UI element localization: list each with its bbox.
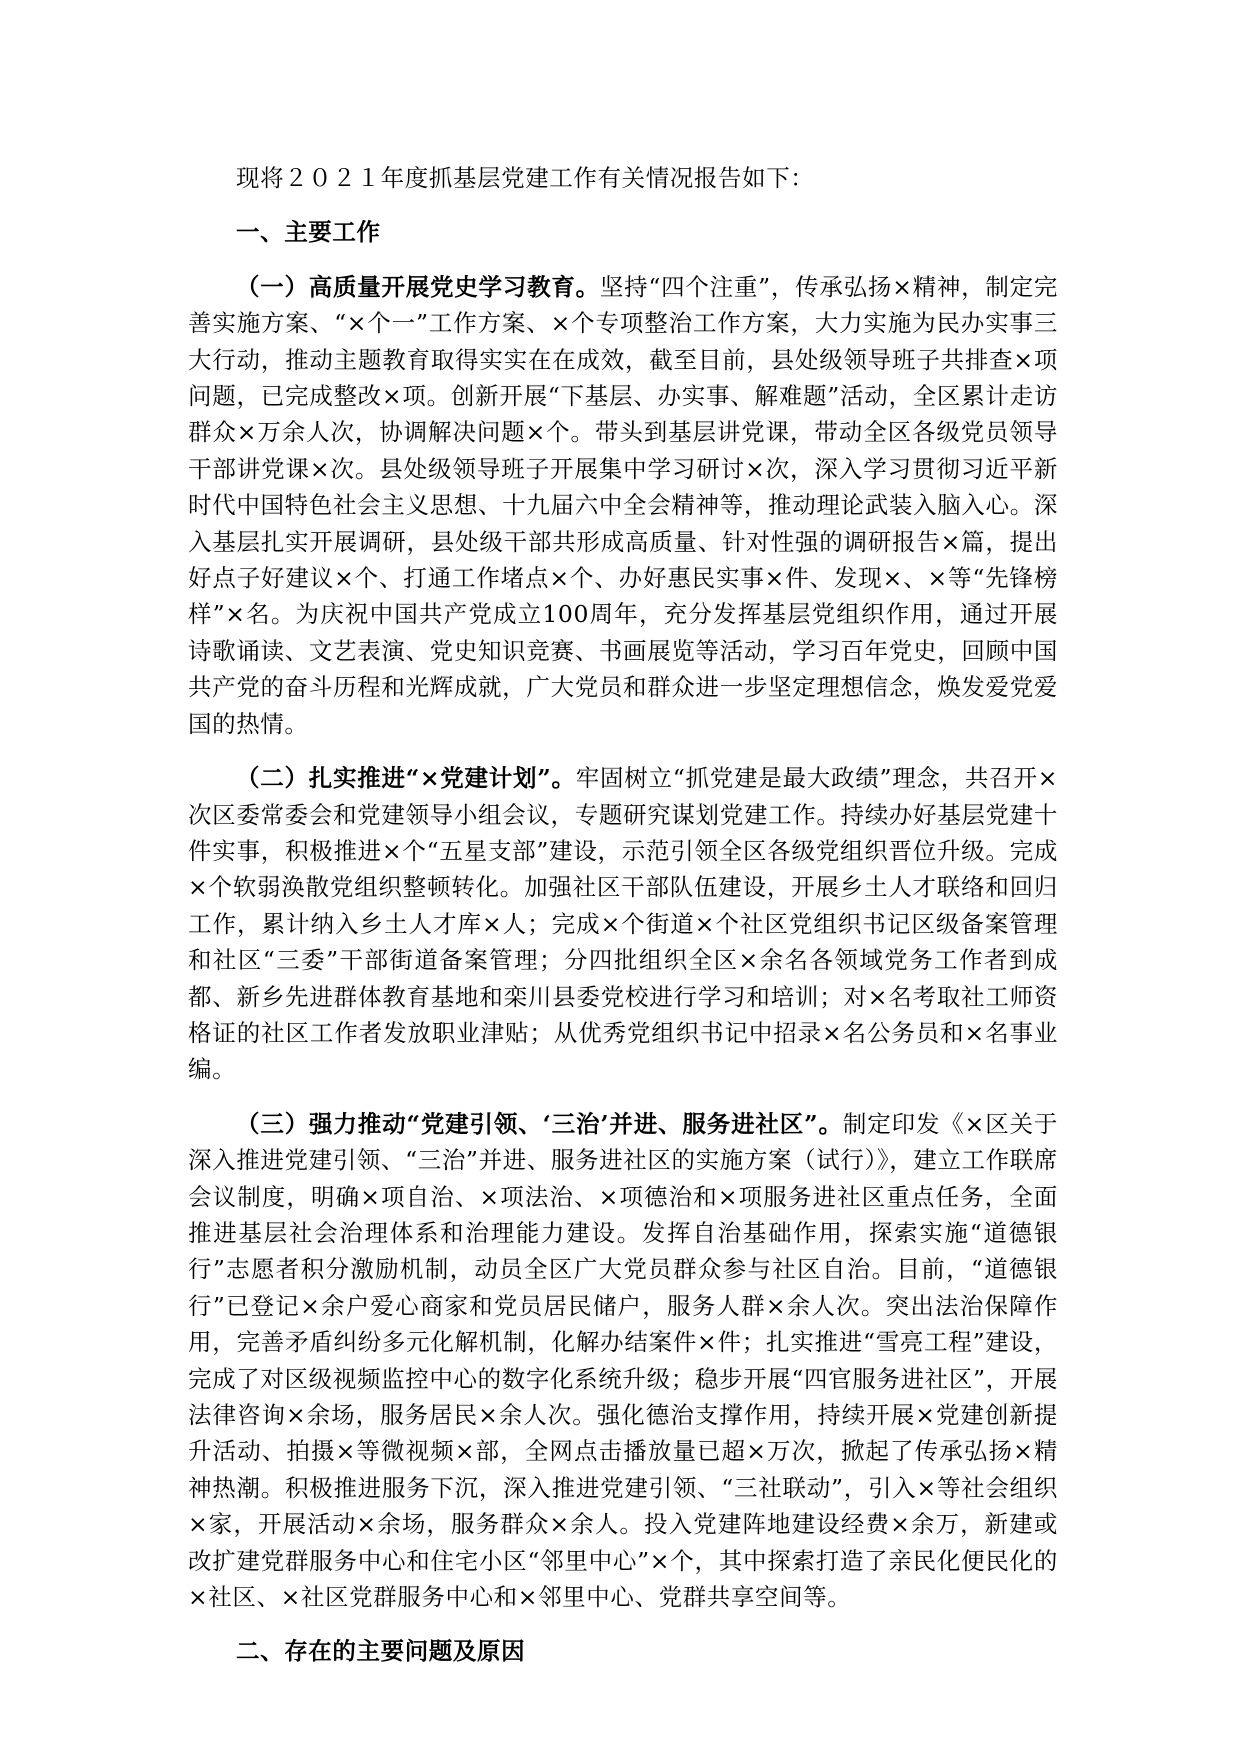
item-paragraph-party-plan bbox=[188, 760, 1058, 1088]
section-heading-problems: 二、存在的主要问题及原因 bbox=[236, 1637, 526, 1666]
item-body-party-history: 坚持“四个注重”，传承弘扬×精神，制定完善实施方案、“×个一”工作方案、×个专项整治工作方案，大力实施为民办实事三大行动，推动主题教育取得实实在在成效，截至目前，县处级领导班子共排查×项问题，已完成整改×项。创新开展“下基层、办实事、解难题”活动，全区累计走访群众×万余人次，协调解决问题×个。带头到基层讲党课，带动全区各级党员领导干部讲党课×次。县处级领导班子开展集中学习研讨×次，深入学习贯彻习近平新时代中国特色社会主义思想、十九届六中全会精神等，推动理论武装入脑入心。深入基层扎实开展调研，县处级干部共形成高质量、针对性强的调研报告×篇，提出好点子好建议×个、打通工作堵点×个、办好惠民实事×件、发现×、×等“先锋榜样”×名。为庆祝中国共产党成立100周年，充分发挥基层党组织作用，通过开展诗歌诵读、文艺表演、党史知识竞赛、书画展览等活动，学习百年党史，回顾中国共产党的奋斗历程和光辉成就，广大党员和群众进一步坚定理想信念，焕发爱党爱国的热情。 bbox=[188, 272, 1059, 738]
item-lead-party-history: （一）高质量开展党史学习教育。 bbox=[236, 272, 600, 301]
item-lead-community-governance: （三）强力推动“党建引领、‘三治’并进、服务进社区”。 bbox=[236, 1109, 843, 1138]
document-body bbox=[188, 160, 1058, 1670]
item-body-party-plan: 牢固树立“抓党建是最大政绩”理念，共召开×次区委常委会和党建领导小组会议，专题研究谋划党建工作。持续办好基层党建十件实事，积极推进×个“五星支部”建设，示范引领全区各级党组织晋位升级。完成×个软弱涣散党组织整顿转化。加强社区干部队伍建设，开展乡土人才联络和回归工作，累计纳入乡土人才库×人；完成×个街道×个社区党组织书记区级备案管理和社区“三委”干部街道备案管理；分四批组织全区×余名各领域党务工作者到成都、新乡先进群体教育基地和栾川县委党校进行学习和培训；对×名考取社工师资格证的社区工作者发放职业津贴；从优秀党组织书记中招录×名公务员和×名事业编。 bbox=[188, 764, 1058, 1084]
intro-paragraph: 现将２０２１年度抓基层党建工作有关情况报告如下： bbox=[236, 164, 815, 192]
item-paragraph-party-history bbox=[188, 269, 1058, 742]
item-body-community-governance: 制定印发《×区关于深入推进党建引领、“三治”并进、服务进社区的实施方案（试行）》，建立工作联席会议制度，明确×项自治、×项法治、×项德治和×项服务进社区重点任务，全面推进基层社会治理体系和治理能力建设。发挥自治基础作用，探索实施“道德银行”志愿者积分激励机制，动员全区广大党员群众参与社区自治。目前，“道德银行”已登记×余户爱心商家和党员居民储户，服务人群×余人次。突出法治保障作用，完善矛盾纠纷多元化解机制，化解办结案件×件；扎实推进“雪亮工程”建设，完成了对区级视频监控中心的数字化系统升级；稳步开展“四官服务进社区”，开展法律咨询×余场，服务居民×余人次。强化德治支撑作用，持续开展×党建创新提升活动、拍摄×等微视频×部，全网点击播放量已超×万次，掀起了传承弘扬×精神热潮。积极推进服务下沉，深入推进党建引领、“三社联动”，引入×等社会组织×家，开展活动×余场，服务群众×余人。投入党建阵地建设经费×余万，新建或改扩建党群服务中心和住宅小区“邻里中心”×个，其中探索打造了亲民化便民化的×社区、×社区党群服务中心和×邻里中心、党群共享空间等。 bbox=[188, 1109, 1058, 1612]
section-heading-main-work: 一、主要工作 bbox=[236, 218, 381, 247]
item-paragraph-community-governance bbox=[188, 1106, 1058, 1616]
item-lead-party-plan: （二）扎实推进“×党建计划”。 bbox=[236, 764, 576, 793]
